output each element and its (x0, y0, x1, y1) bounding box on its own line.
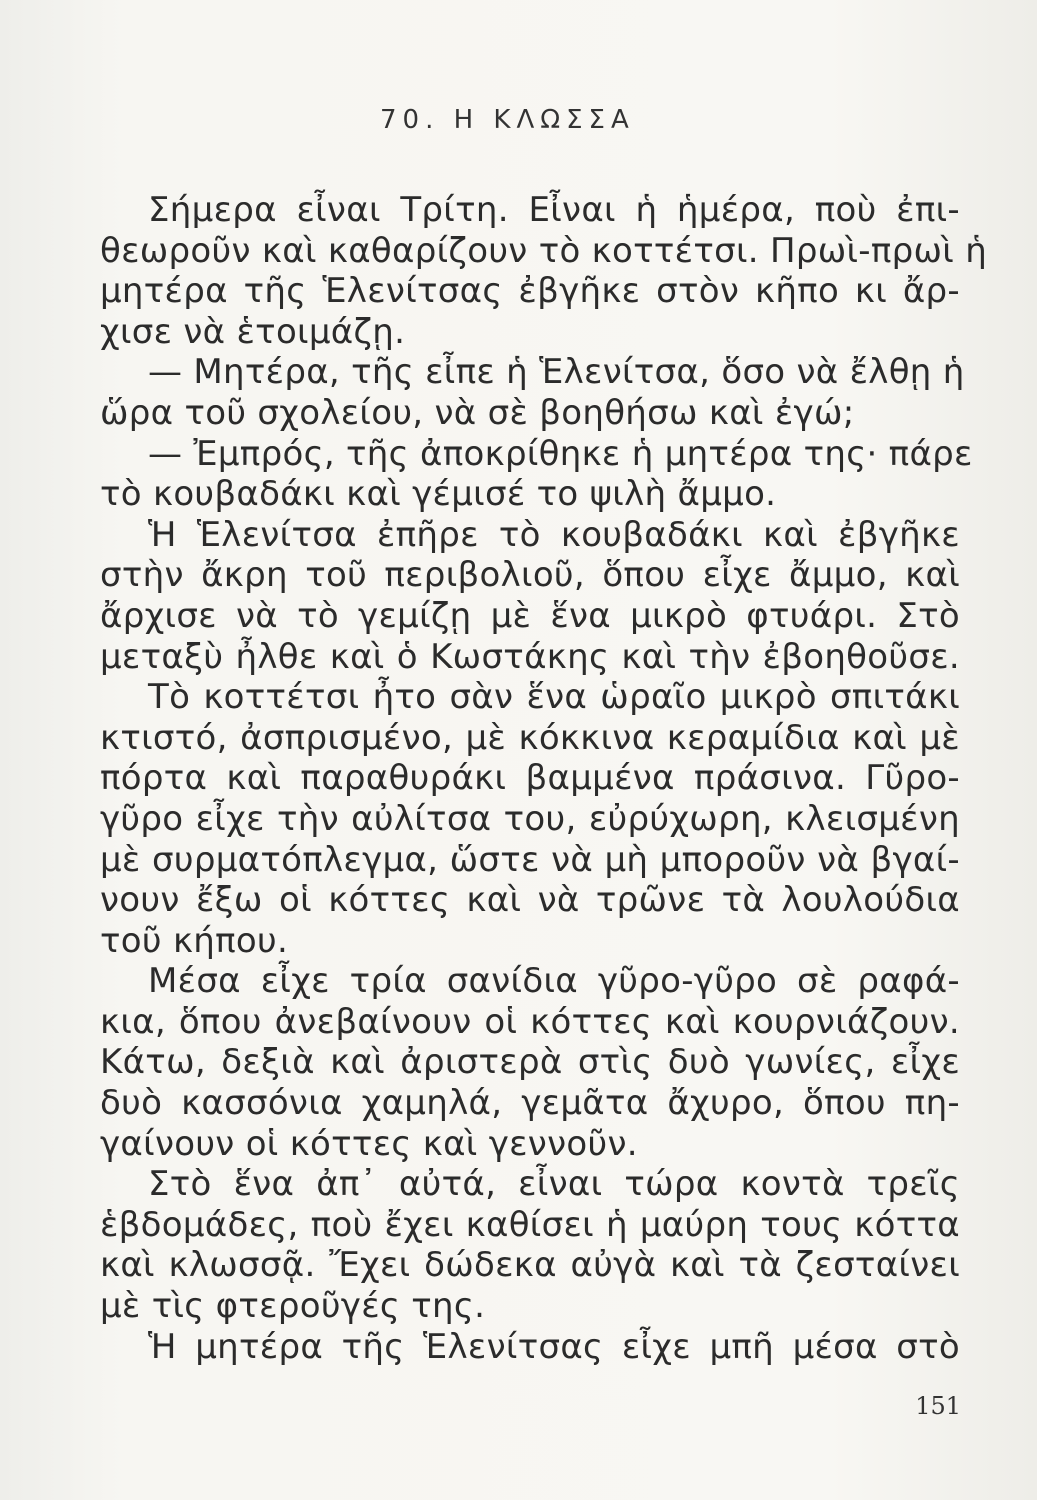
text-line: δυὸ κασσόνια χαμηλά, γεμᾶτα ἄχυρο, ὅπου πη- (100, 1083, 960, 1124)
text-line: ὥρα τοῦ σχολείου, νὰ σὲ βοηθήσω καὶ ἐγώ; (100, 392, 855, 433)
text-line: ἑβδομάδες, ποὺ ἔχει καθίσει ἡ μαύρη τους κόττα (100, 1204, 960, 1245)
text-line: Ἡ μητέρα τῆς Ἑλενίτσας εἶχε μπῆ μέσα στὸ (148, 1326, 960, 1367)
text-line: — Μητέρα, τῆς εἶπε ἡ Ἑλενίτσα, ὅσο νὰ ἔλθῃ ἡ (148, 352, 965, 393)
text-line: κια, ὅπου ἀνεβαίνουν οἱ κόττες καὶ κουρνιάζουν. (100, 1001, 960, 1042)
body-text (100, 190, 988, 1367)
text-line: Μέσα εἶχε τρία σανίδια γῦρο-γῦρο σὲ ραφά- (148, 961, 960, 1002)
text-line: — Ἐμπρός, τῆς ἀποκρίθηκε ἡ μητέρα της· πάρε (148, 433, 973, 474)
text-line: γῦρο εἶχε τὴν αὐλίτσα του, εὐρύχωρη, κλεισμένη (100, 798, 960, 839)
text-line: καὶ κλωσσᾷ. Ἔχει δώδεκα αὐγὰ καὶ τὰ ζεσταίνει (100, 1245, 960, 1286)
text-line: Τὸ κοττέτσι ἦτο σὰν ἕνα ὡραῖο μικρὸ σπιτάκι (148, 677, 960, 718)
text-line: μὲ συρματόπλεγμα, ὥστε νὰ μὴ μποροῦν νὰ βγαί- (100, 839, 960, 880)
text-line: μὲ τὶς φτεροῦγές της. (100, 1286, 486, 1327)
text-line: μητέρα τῆς Ἑλενίτσας ἐβγῆκε στὸν κῆπο κι ἄρ- (100, 271, 960, 312)
text-line: τὸ κουβαδάκι καὶ γέμισέ το ψιλὴ ἄμμο. (100, 474, 777, 515)
text-line: Κάτω, δεξιὰ καὶ ἀριστερὰ στὶς δυὸ γωνίες, εἶχε (100, 1042, 960, 1083)
text-line: τοῦ κήπου. (100, 920, 289, 961)
text-line: Στὸ ἕνα ἀπ᾿ αὐτά, εἶναι τώρα κοντὰ τρεῖς (148, 1164, 960, 1205)
text-line: θεωροῦν καὶ καθαρίζουν τὸ κοττέτσι. Πρωὶ-πρωὶ ἡ (100, 230, 988, 271)
text-line: κτιστό, ἀσπρισμένο, μὲ κόκκινα κεραμίδια καὶ μὲ (100, 717, 960, 758)
text-line: χισε νὰ ἑτοιμάζῃ. (100, 311, 406, 352)
text-line: πόρτα καὶ παραθυράκι βαμμένα πράσινα. Γῦρο- (100, 758, 960, 799)
page-number: 151 (915, 1392, 961, 1420)
text-line: Σήμερα εἶναι Τρίτη. Εἶναι ἡ ἡμέρα, ποὺ ἐπι- (148, 190, 960, 230)
text-line: νουν ἔξω οἱ κόττες καὶ νὰ τρῶνε τὰ λουλούδια (100, 880, 960, 921)
text-line: Ἡ Ἑλενίτσα ἐπῆρε τὸ κουβαδάκι καὶ ἐβγῆκε (148, 514, 960, 555)
text-line: γαίνουν οἱ κόττες καὶ γεννοῦν. (100, 1123, 638, 1164)
text-line: ἄρχισε νὰ τὸ γεμίζῃ μὲ ἕνα μικρὸ φτυάρι. Στὸ (100, 595, 960, 636)
chapter-title: 70. Η ΚΛΩΣΣΑ (380, 105, 635, 135)
text-line: στὴν ἄκρη τοῦ περιβολιοῦ, ὅπου εἶχε ἄμμο, καὶ (100, 555, 960, 596)
text-line: μεταξὺ ἦλθε καὶ ὁ Κωστάκης καὶ τὴν ἐβοηθοῦσε. (100, 636, 960, 677)
